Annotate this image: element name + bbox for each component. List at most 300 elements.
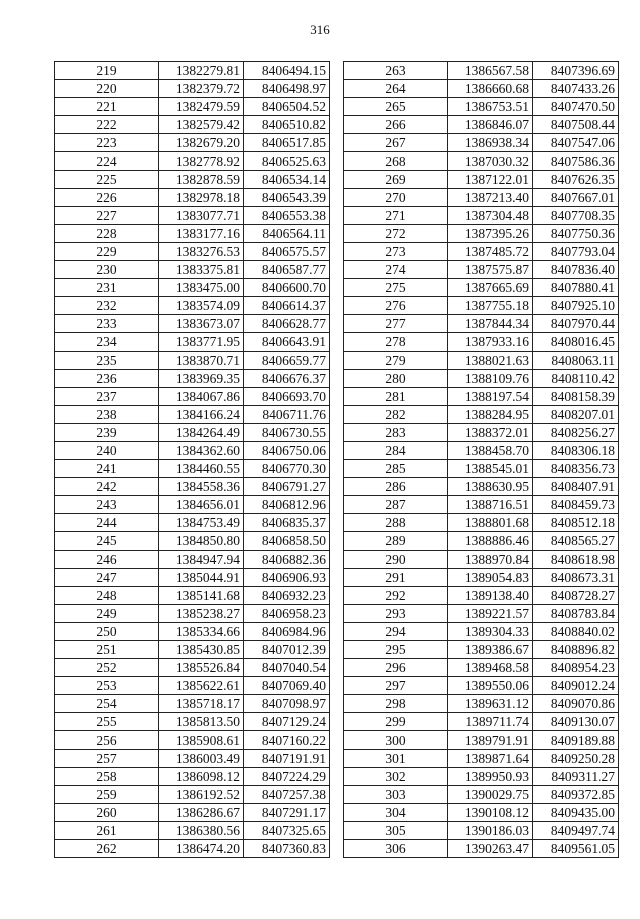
table-row: [55, 568, 330, 586]
table-row: [344, 369, 619, 387]
table-row: [344, 188, 619, 206]
table-row: [55, 622, 330, 640]
table-row: [55, 152, 330, 170]
table-row: [344, 568, 619, 586]
y-coordinate-cell: 8408110.42: [533, 369, 619, 387]
y-coordinate-cell: 8407160.22: [244, 731, 330, 749]
y-coordinate-cell: 8406958.23: [244, 604, 330, 622]
y-coordinate-cell: 8406906.93: [244, 568, 330, 586]
point-number-cell: 237: [55, 387, 159, 405]
x-coordinate-cell: 1384264.49: [159, 423, 244, 441]
x-coordinate-cell: 1382878.59: [159, 170, 244, 188]
table-row: [344, 550, 619, 568]
table-row: [55, 821, 330, 839]
table-row: [55, 242, 330, 260]
y-coordinate-cell: 8409497.74: [533, 821, 619, 839]
y-coordinate-cell: 8407470.50: [533, 98, 619, 116]
table-row: [55, 731, 330, 749]
y-coordinate-cell: 8407508.44: [533, 116, 619, 134]
y-coordinate-cell: 8406575.57: [244, 242, 330, 260]
y-coordinate-cell: 8407433.26: [533, 80, 619, 98]
y-coordinate-cell: 8408618.98: [533, 550, 619, 568]
table-row: [344, 821, 619, 839]
table-row: [344, 333, 619, 351]
x-coordinate-cell: 1384558.36: [159, 478, 244, 496]
x-coordinate-cell: 1387122.01: [448, 170, 533, 188]
point-number-cell: 248: [55, 586, 159, 604]
point-number-cell: 242: [55, 478, 159, 496]
y-coordinate-cell: 8407360.83: [244, 840, 330, 858]
point-number-cell: 233: [55, 315, 159, 333]
coordinates-table-left: [54, 61, 330, 858]
y-coordinate-cell: 8409012.24: [533, 677, 619, 695]
x-coordinate-cell: 1385334.66: [159, 622, 244, 640]
x-coordinate-cell: 1386192.52: [159, 785, 244, 803]
x-coordinate-cell: 1382479.59: [159, 98, 244, 116]
point-number-cell: 279: [344, 351, 448, 369]
point-number-cell: 299: [344, 713, 448, 731]
x-coordinate-cell: 1384362.60: [159, 441, 244, 459]
table-row: [344, 767, 619, 785]
table-row: [344, 387, 619, 405]
y-coordinate-cell: 8407098.97: [244, 695, 330, 713]
x-coordinate-cell: 1382679.20: [159, 134, 244, 152]
x-coordinate-cell: 1390263.47: [448, 840, 533, 858]
y-coordinate-cell: 8406643.91: [244, 333, 330, 351]
table-row: [55, 333, 330, 351]
x-coordinate-cell: 1383574.09: [159, 297, 244, 315]
point-number-cell: 287: [344, 496, 448, 514]
table-row: [344, 170, 619, 188]
x-coordinate-cell: 1388197.54: [448, 387, 533, 405]
point-number-cell: 288: [344, 514, 448, 532]
y-coordinate-cell: 8406676.37: [244, 369, 330, 387]
point-number-cell: 298: [344, 695, 448, 713]
point-number-cell: 243: [55, 496, 159, 514]
y-coordinate-cell: 8406812.96: [244, 496, 330, 514]
y-coordinate-cell: 8408459.73: [533, 496, 619, 514]
table-row: [55, 224, 330, 242]
y-coordinate-cell: 8408896.82: [533, 641, 619, 659]
point-number-cell: 302: [344, 767, 448, 785]
y-coordinate-cell: 8408306.18: [533, 441, 619, 459]
point-number-cell: 266: [344, 116, 448, 134]
x-coordinate-cell: 1386660.68: [448, 80, 533, 98]
point-number-cell: 258: [55, 767, 159, 785]
point-number-cell: 263: [344, 62, 448, 80]
point-number-cell: 239: [55, 423, 159, 441]
y-coordinate-cell: 8409189.88: [533, 731, 619, 749]
y-coordinate-cell: 8407040.54: [244, 659, 330, 677]
point-number-cell: 254: [55, 695, 159, 713]
y-coordinate-cell: 8406534.14: [244, 170, 330, 188]
x-coordinate-cell: 1383177.16: [159, 224, 244, 242]
y-coordinate-cell: 8406750.06: [244, 441, 330, 459]
point-number-cell: 300: [344, 731, 448, 749]
table-row: [344, 604, 619, 622]
x-coordinate-cell: 1390186.03: [448, 821, 533, 839]
point-number-cell: 296: [344, 659, 448, 677]
y-coordinate-cell: 8407970.44: [533, 315, 619, 333]
table-row: [344, 152, 619, 170]
point-number-cell: 267: [344, 134, 448, 152]
table-row: [344, 731, 619, 749]
point-number-cell: 264: [344, 80, 448, 98]
x-coordinate-cell: 1386286.67: [159, 803, 244, 821]
x-coordinate-cell: 1389221.57: [448, 604, 533, 622]
x-coordinate-cell: 1382579.42: [159, 116, 244, 134]
y-coordinate-cell: 8407586.36: [533, 152, 619, 170]
point-number-cell: 238: [55, 405, 159, 423]
x-coordinate-cell: 1387030.32: [448, 152, 533, 170]
y-coordinate-cell: 8406984.96: [244, 622, 330, 640]
point-number-cell: 262: [55, 840, 159, 858]
x-coordinate-cell: 1387485.72: [448, 242, 533, 260]
table-row: [55, 279, 330, 297]
x-coordinate-cell: 1388284.95: [448, 405, 533, 423]
x-coordinate-cell: 1386380.56: [159, 821, 244, 839]
point-number-cell: 228: [55, 224, 159, 242]
x-coordinate-cell: 1388630.95: [448, 478, 533, 496]
table-row: [55, 803, 330, 821]
point-number-cell: 226: [55, 188, 159, 206]
y-coordinate-cell: 8408256.27: [533, 423, 619, 441]
point-number-cell: 241: [55, 460, 159, 478]
point-number-cell: 273: [344, 242, 448, 260]
y-coordinate-cell: 8408063.11: [533, 351, 619, 369]
x-coordinate-cell: 1388458.70: [448, 441, 533, 459]
table-row: [55, 441, 330, 459]
point-number-cell: 280: [344, 369, 448, 387]
table-row: [55, 369, 330, 387]
table-row: [55, 261, 330, 279]
table-row: [55, 840, 330, 858]
x-coordinate-cell: 1386753.51: [448, 98, 533, 116]
point-number-cell: 265: [344, 98, 448, 116]
table-row: [344, 441, 619, 459]
table-row: [344, 713, 619, 731]
point-number-cell: 250: [55, 622, 159, 640]
y-coordinate-cell: 8409070.86: [533, 695, 619, 713]
y-coordinate-cell: 8406525.63: [244, 152, 330, 170]
table-row: [55, 351, 330, 369]
x-coordinate-cell: 1389054.83: [448, 568, 533, 586]
point-number-cell: 260: [55, 803, 159, 821]
table-row: [344, 405, 619, 423]
point-number-cell: 232: [55, 297, 159, 315]
table-row: [55, 767, 330, 785]
point-number-cell: 305: [344, 821, 448, 839]
x-coordinate-cell: 1382279.81: [159, 62, 244, 80]
x-coordinate-cell: 1386567.58: [448, 62, 533, 80]
point-number-cell: 304: [344, 803, 448, 821]
y-coordinate-cell: 8408356.73: [533, 460, 619, 478]
point-number-cell: 292: [344, 586, 448, 604]
page-number: 316: [310, 22, 330, 37]
table-row: [344, 62, 619, 80]
table-row: [55, 387, 330, 405]
table-row: [55, 405, 330, 423]
x-coordinate-cell: 1387213.40: [448, 188, 533, 206]
table-row: [344, 134, 619, 152]
point-number-cell: 294: [344, 622, 448, 640]
y-coordinate-cell: 8408783.84: [533, 604, 619, 622]
x-coordinate-cell: 1385238.27: [159, 604, 244, 622]
x-coordinate-cell: 1384460.55: [159, 460, 244, 478]
point-number-cell: 229: [55, 242, 159, 260]
table-row: [344, 803, 619, 821]
x-coordinate-cell: 1389871.64: [448, 749, 533, 767]
point-number-cell: 224: [55, 152, 159, 170]
y-coordinate-cell: 8409311.27: [533, 767, 619, 785]
y-coordinate-cell: 8407667.01: [533, 188, 619, 206]
y-coordinate-cell: 8406730.55: [244, 423, 330, 441]
table-row: [344, 840, 619, 858]
y-coordinate-cell: 8408016.45: [533, 333, 619, 351]
point-number-cell: 230: [55, 261, 159, 279]
y-coordinate-cell: 8408512.18: [533, 514, 619, 532]
x-coordinate-cell: 1383771.95: [159, 333, 244, 351]
y-coordinate-cell: 8407257.38: [244, 785, 330, 803]
table-row: [344, 224, 619, 242]
x-coordinate-cell: 1386098.12: [159, 767, 244, 785]
coordinates-table-right: [343, 61, 619, 858]
table-row: [55, 550, 330, 568]
y-coordinate-cell: 8407325.65: [244, 821, 330, 839]
y-coordinate-cell: 8406564.11: [244, 224, 330, 242]
table-row: [344, 80, 619, 98]
y-coordinate-cell: 8406587.77: [244, 261, 330, 279]
table-row: [344, 261, 619, 279]
x-coordinate-cell: 1383276.53: [159, 242, 244, 260]
x-coordinate-cell: 1389138.40: [448, 586, 533, 604]
point-number-cell: 257: [55, 749, 159, 767]
table-row: [344, 423, 619, 441]
x-coordinate-cell: 1388545.01: [448, 460, 533, 478]
point-number-cell: 289: [344, 532, 448, 550]
x-coordinate-cell: 1387304.48: [448, 206, 533, 224]
point-number-cell: 236: [55, 369, 159, 387]
point-number-cell: 303: [344, 785, 448, 803]
y-coordinate-cell: 8408840.02: [533, 622, 619, 640]
table-row: [55, 116, 330, 134]
point-number-cell: 286: [344, 478, 448, 496]
table-row: [55, 659, 330, 677]
y-coordinate-cell: 8407880.41: [533, 279, 619, 297]
point-number-cell: 297: [344, 677, 448, 695]
table-row: [55, 478, 330, 496]
table-row: [55, 586, 330, 604]
point-number-cell: 245: [55, 532, 159, 550]
point-number-cell: 220: [55, 80, 159, 98]
x-coordinate-cell: 1387844.34: [448, 315, 533, 333]
y-coordinate-cell: 8407708.35: [533, 206, 619, 224]
x-coordinate-cell: 1383077.71: [159, 206, 244, 224]
table-row: [55, 785, 330, 803]
y-coordinate-cell: 8406614.37: [244, 297, 330, 315]
table-row: [55, 297, 330, 315]
table-row: [344, 496, 619, 514]
y-coordinate-cell: 8408158.39: [533, 387, 619, 405]
point-number-cell: 284: [344, 441, 448, 459]
point-number-cell: 282: [344, 405, 448, 423]
x-coordinate-cell: 1386846.07: [448, 116, 533, 134]
y-coordinate-cell: 8406693.70: [244, 387, 330, 405]
table-row: [344, 98, 619, 116]
table-row: [344, 622, 619, 640]
y-coordinate-cell: 8409435.00: [533, 803, 619, 821]
table-row: [344, 586, 619, 604]
point-number-cell: 219: [55, 62, 159, 80]
y-coordinate-cell: 8406858.50: [244, 532, 330, 550]
table-row: [55, 514, 330, 532]
x-coordinate-cell: 1388109.76: [448, 369, 533, 387]
table-row: [344, 677, 619, 695]
point-number-cell: 244: [55, 514, 159, 532]
point-number-cell: 274: [344, 261, 448, 279]
x-coordinate-cell: 1385908.61: [159, 731, 244, 749]
table-row: [344, 297, 619, 315]
y-coordinate-cell: 8406600.70: [244, 279, 330, 297]
y-coordinate-cell: 8406932.23: [244, 586, 330, 604]
x-coordinate-cell: 1387575.87: [448, 261, 533, 279]
x-coordinate-cell: 1382978.18: [159, 188, 244, 206]
x-coordinate-cell: 1387933.16: [448, 333, 533, 351]
table-row: [55, 695, 330, 713]
table-row: [55, 188, 330, 206]
y-coordinate-cell: 8409561.05: [533, 840, 619, 858]
x-coordinate-cell: 1383475.00: [159, 279, 244, 297]
y-coordinate-cell: 8406882.36: [244, 550, 330, 568]
x-coordinate-cell: 1383375.81: [159, 261, 244, 279]
table-row: [55, 713, 330, 731]
y-coordinate-cell: 8407793.04: [533, 242, 619, 260]
table-row: [55, 134, 330, 152]
point-number-cell: 285: [344, 460, 448, 478]
y-coordinate-cell: 8406628.77: [244, 315, 330, 333]
point-number-cell: 295: [344, 641, 448, 659]
x-coordinate-cell: 1385813.50: [159, 713, 244, 731]
point-number-cell: 261: [55, 821, 159, 839]
x-coordinate-cell: 1389950.93: [448, 767, 533, 785]
y-coordinate-cell: 8407291.17: [244, 803, 330, 821]
table-row: [55, 677, 330, 695]
x-coordinate-cell: 1389386.67: [448, 641, 533, 659]
x-coordinate-cell: 1388021.63: [448, 351, 533, 369]
x-coordinate-cell: 1388801.68: [448, 514, 533, 532]
point-number-cell: 272: [344, 224, 448, 242]
y-coordinate-cell: 8406504.52: [244, 98, 330, 116]
table-row: [344, 242, 619, 260]
table-row: [344, 351, 619, 369]
x-coordinate-cell: 1385526.84: [159, 659, 244, 677]
point-number-cell: 275: [344, 279, 448, 297]
point-number-cell: 240: [55, 441, 159, 459]
point-number-cell: 222: [55, 116, 159, 134]
table-row: [55, 315, 330, 333]
table-row: [55, 641, 330, 659]
x-coordinate-cell: 1388716.51: [448, 496, 533, 514]
x-coordinate-cell: 1384067.86: [159, 387, 244, 405]
table-row: [344, 315, 619, 333]
point-number-cell: 281: [344, 387, 448, 405]
y-coordinate-cell: 8406835.37: [244, 514, 330, 532]
y-coordinate-cell: 8406517.85: [244, 134, 330, 152]
x-coordinate-cell: 1388970.84: [448, 550, 533, 568]
table-row: [344, 659, 619, 677]
table-row: [344, 532, 619, 550]
point-number-cell: 278: [344, 333, 448, 351]
point-number-cell: 234: [55, 333, 159, 351]
point-number-cell: 223: [55, 134, 159, 152]
y-coordinate-cell: 8406553.38: [244, 206, 330, 224]
point-number-cell: 271: [344, 206, 448, 224]
table-row: [55, 604, 330, 622]
x-coordinate-cell: 1389304.33: [448, 622, 533, 640]
table-row: [344, 460, 619, 478]
y-coordinate-cell: 8406543.39: [244, 188, 330, 206]
y-coordinate-cell: 8406659.77: [244, 351, 330, 369]
y-coordinate-cell: 8408565.27: [533, 532, 619, 550]
x-coordinate-cell: 1384753.49: [159, 514, 244, 532]
point-number-cell: 251: [55, 641, 159, 659]
y-coordinate-cell: 8407012.39: [244, 641, 330, 659]
table-row: [344, 514, 619, 532]
x-coordinate-cell: 1385044.91: [159, 568, 244, 586]
point-number-cell: 259: [55, 785, 159, 803]
x-coordinate-cell: 1389468.58: [448, 659, 533, 677]
point-number-cell: 235: [55, 351, 159, 369]
table-row: [55, 98, 330, 116]
y-coordinate-cell: 8407547.06: [533, 134, 619, 152]
x-coordinate-cell: 1386003.49: [159, 749, 244, 767]
y-coordinate-cell: 8407129.24: [244, 713, 330, 731]
x-coordinate-cell: 1382778.92: [159, 152, 244, 170]
x-coordinate-cell: 1387395.26: [448, 224, 533, 242]
y-coordinate-cell: 8407750.36: [533, 224, 619, 242]
x-coordinate-cell: 1387755.18: [448, 297, 533, 315]
y-coordinate-cell: 8409372.85: [533, 785, 619, 803]
y-coordinate-cell: 8407925.10: [533, 297, 619, 315]
table-row: [55, 170, 330, 188]
table-row: [55, 496, 330, 514]
point-number-cell: 252: [55, 659, 159, 677]
y-coordinate-cell: 8407191.91: [244, 749, 330, 767]
x-coordinate-cell: 1385718.17: [159, 695, 244, 713]
y-coordinate-cell: 8407396.69: [533, 62, 619, 80]
x-coordinate-cell: 1388372.01: [448, 423, 533, 441]
point-number-cell: 283: [344, 423, 448, 441]
point-number-cell: 256: [55, 731, 159, 749]
point-number-cell: 247: [55, 568, 159, 586]
point-number-cell: 306: [344, 840, 448, 858]
point-number-cell: 268: [344, 152, 448, 170]
x-coordinate-cell: 1388886.46: [448, 532, 533, 550]
table-row: [55, 206, 330, 224]
table-row: [344, 279, 619, 297]
point-number-cell: 231: [55, 279, 159, 297]
x-coordinate-cell: 1386474.20: [159, 840, 244, 858]
y-coordinate-cell: 8408207.01: [533, 405, 619, 423]
table-row: [55, 80, 330, 98]
x-coordinate-cell: 1383870.71: [159, 351, 244, 369]
x-coordinate-cell: 1389791.91: [448, 731, 533, 749]
x-coordinate-cell: 1384850.80: [159, 532, 244, 550]
y-coordinate-cell: 8407836.40: [533, 261, 619, 279]
y-coordinate-cell: 8409130.07: [533, 713, 619, 731]
y-coordinate-cell: 8406770.30: [244, 460, 330, 478]
y-coordinate-cell: 8408954.23: [533, 659, 619, 677]
